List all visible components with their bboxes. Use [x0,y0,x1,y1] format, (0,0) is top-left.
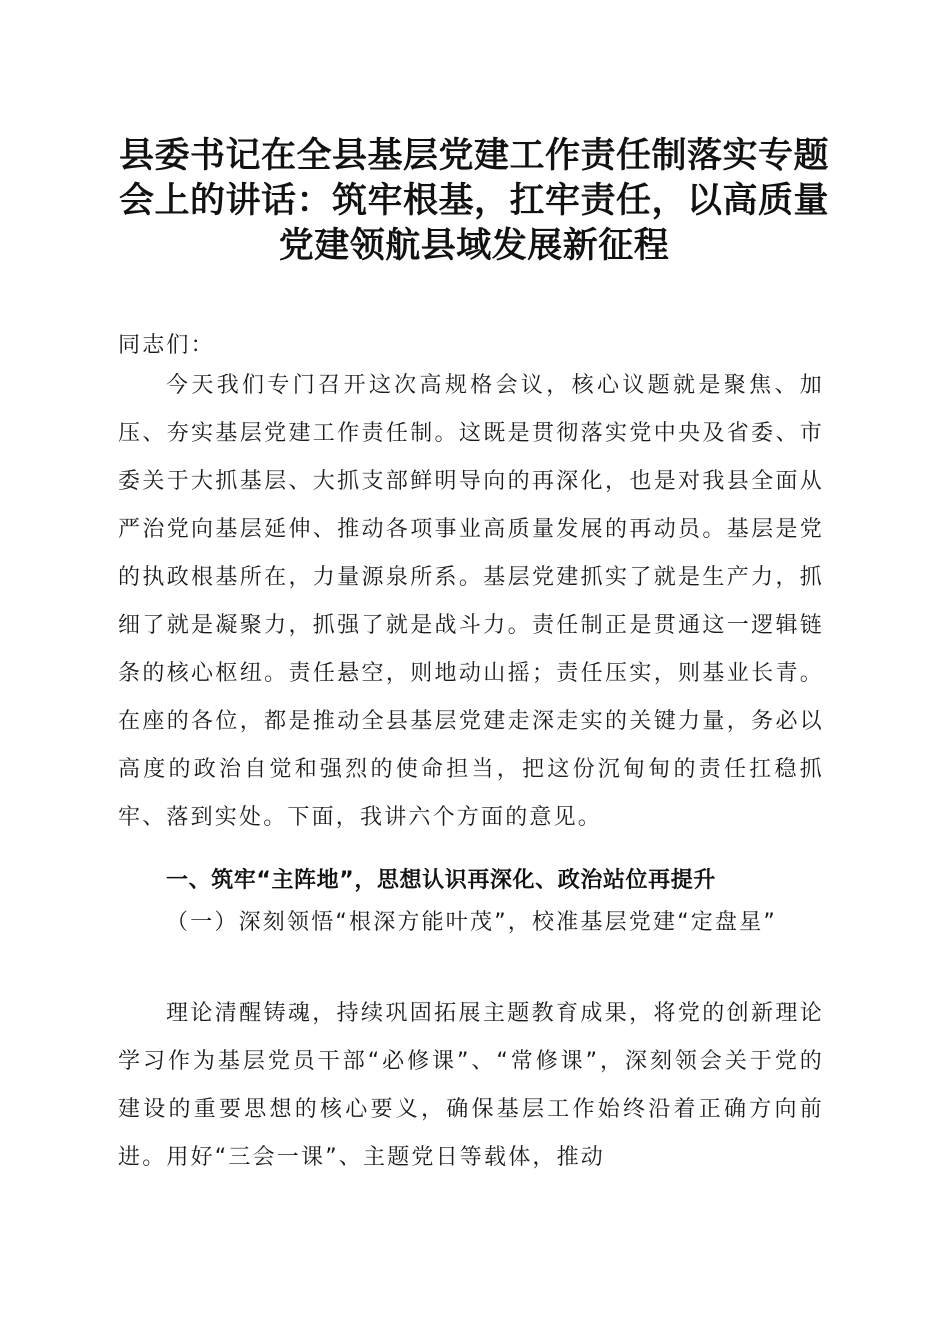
subsection-heading: （一）深刻领悟“根深方能叶茂”，校准基层党建“定盘星” [166,910,777,935]
section-heading: 一、筑牢“主阵地”，思想认识再深化、政治站位再提升 [166,868,716,893]
document-title: 县委书记在全县基层党建工作责任制落实专题会上的讲话：筑牢根基，扛牢责任，以高质量党建领航县域发展新征程 [118,135,829,266]
intro-paragraph: 今天我们专门召开这次高规格会议，核心议题就是聚焦、加压、夯实基层党建工作责任制。这既是贯彻落实党中央及省委、市委关于大抓基层、大抓支部鲜明导向的再深化，也是对我县全面从严治党向基层延伸、推动各项事业高质量发展的再动员。基层是党的执政根基所在，力量源泉所系。基层党建抓实了就是生产力，抓细了就是凝聚力，抓强了就是战斗力。责任制正是贯通这一逻辑链条的核心枢纽。责任悬空，则地动山摇；责任压实，则基业长青。在座的各位，都是推动全县基层党建走深走实的关键力量，务必以高度的政治自觉和强烈的使命担当，把这份沉甸甸的责任扛稳抓牢、落到实处。下面，我讲六个方面的意见。 [118,373,824,830]
salutation: 同志们： [118,333,215,358]
theory-paragraph: 理论清醒铸魂，持续巩固拓展主题教育成果，将党的创新理论学习作为基层党员干部“必修课”、“常修课”，深刻领会关于党的建设的重要思想的核心要义，确保基层工作始终沿着正确方向前进。用好“三会一课”、主题党日等载体，推动 [118,1001,824,1170]
